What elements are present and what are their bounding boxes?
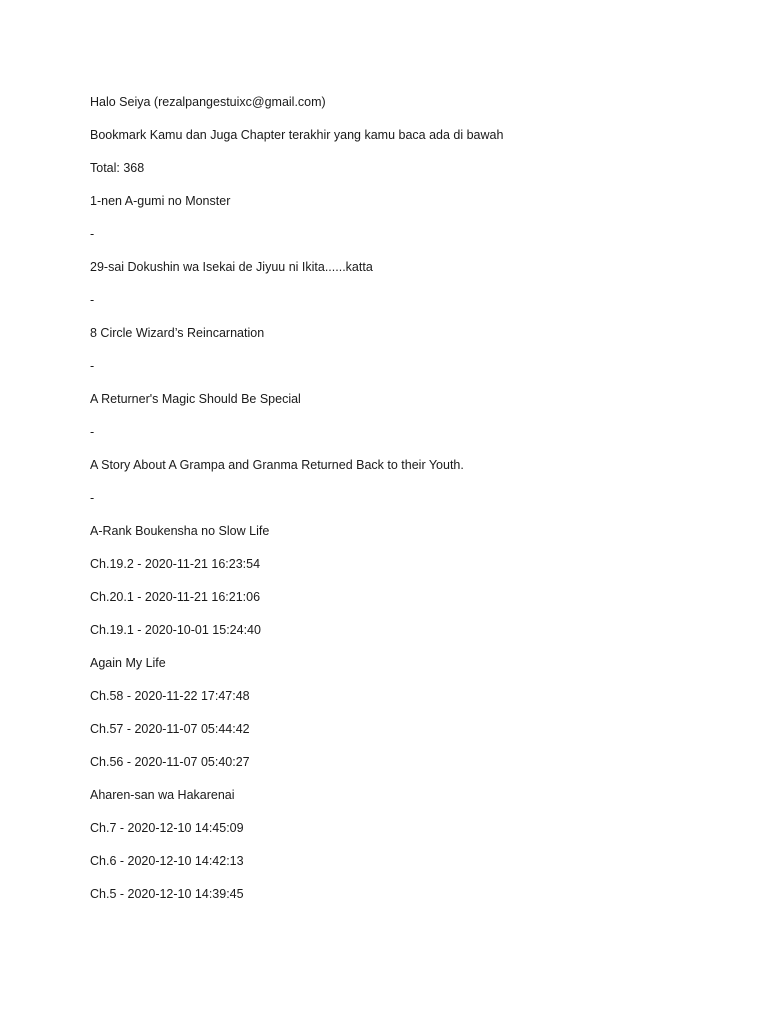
bookmark-title: Aharen-san wa Hakarenai [90, 788, 235, 802]
bookmark-title: A Returner's Magic Should Be Special [90, 392, 301, 406]
bookmark-title: 8 Circle Wizard’s Reincarnation [90, 326, 265, 340]
bookmark-title: 29-sai Dokushin wa Isekai de Jiyuu ni Ikita......katta [90, 260, 373, 274]
chapter-entry: Ch.19.2 - 2020-11-21 16:23:54 [90, 557, 261, 571]
bookmark-list [90, 93, 730, 918]
bookmark-title: A Story About A Grampa and Granma Returned Back to their Youth. [90, 458, 464, 472]
chapter-placeholder: - [90, 491, 95, 505]
chapter-entry: Ch.58 - 2020-11-22 17:47:48 [90, 689, 250, 703]
chapter-placeholder: - [90, 227, 95, 241]
chapter-entry: Ch.6 - 2020-12-10 14:42:13 [90, 854, 244, 868]
chapter-entry: Ch.20.1 - 2020-11-21 16:21:06 [90, 590, 261, 604]
intro-line: Bookmark Kamu dan Juga Chapter terakhir yang kamu baca ada di bawah [90, 128, 504, 142]
chapter-placeholder: - [90, 359, 95, 373]
chapter-entry: Ch.19.1 - 2020-10-01 15:24:40 [90, 623, 261, 637]
greeting-line: Halo Seiya (rezalpangestuixc@gmail.com) [90, 95, 326, 109]
chapter-entry: Ch.5 - 2020-12-10 14:39:45 [90, 887, 244, 901]
chapter-entry: Ch.7 - 2020-12-10 14:45:09 [90, 821, 244, 835]
chapter-entry: Ch.57 - 2020-11-07 05:44:42 [90, 722, 250, 736]
total-count: Total: 368 [90, 161, 145, 175]
chapter-placeholder: - [90, 425, 95, 439]
chapter-entry: Ch.56 - 2020-11-07 05:40:27 [90, 755, 250, 769]
bookmark-title: A-Rank Boukensha no Slow Life [90, 524, 270, 538]
chapter-placeholder: - [90, 293, 95, 307]
bookmark-title: 1-nen A-gumi no Monster [90, 194, 231, 208]
bookmark-title: Again My Life [90, 656, 166, 670]
